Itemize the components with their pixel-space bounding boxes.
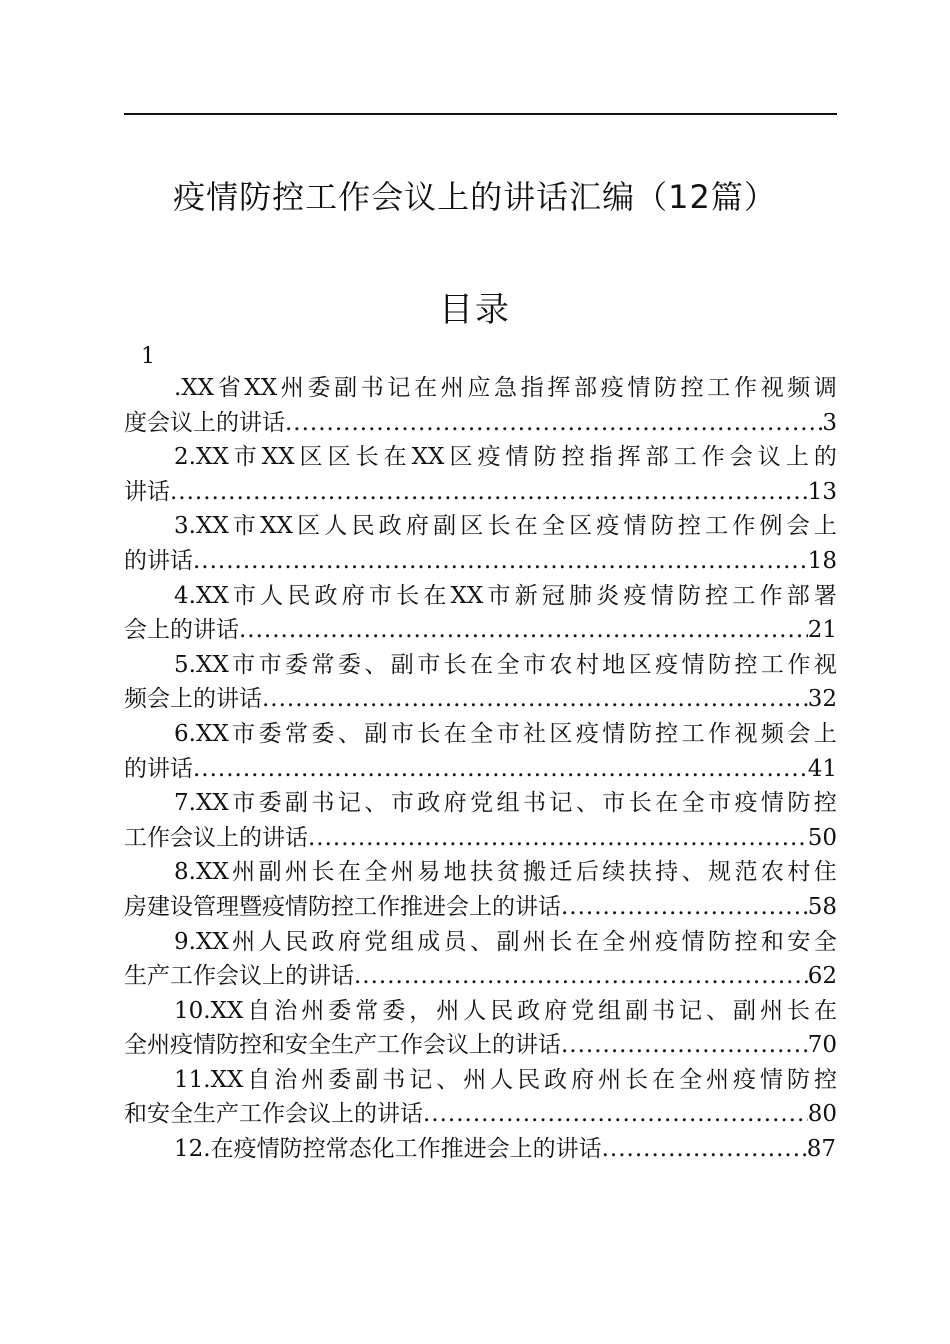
toc-entry-title-cont: 的讲话 [124, 547, 193, 574]
toc-entry[interactable] [124, 648, 837, 717]
toc-heading: 目录 [439, 290, 511, 330]
toc-entry-title-cont: 生产工作会议上的讲话 [124, 963, 354, 990]
toc-entry[interactable] [124, 371, 837, 440]
toc-entry[interactable] [124, 925, 837, 994]
dot-leader [308, 821, 808, 856]
toc-entry[interactable] [124, 579, 837, 648]
toc-entry-title-cont: 讲话 [124, 478, 170, 505]
toc-page-number: 32 [807, 686, 837, 713]
toc-entry-title-cont: 房建设管理暨疫情防控工作推进会上的讲话 [124, 893, 561, 920]
toc-entry-title: .XX 省 XX 州 委 副 书 记 在 州 应 急 指 挥 部 疫 情 防 控 工 作 视 频 调 [174, 375, 837, 401]
dot-leader [262, 682, 808, 717]
dot-leader [285, 406, 822, 441]
toc-entry-title-cont: 频会上的讲话 [124, 686, 262, 713]
header-rule [124, 113, 837, 115]
toc-entry[interactable] [124, 1063, 837, 1132]
toc-page-number: 70 [807, 1032, 837, 1059]
dot-leader [602, 1132, 807, 1167]
toc-entry-title-cont: 和安全生产工作会议上的讲话 [124, 1101, 423, 1128]
toc-entry-title-cont: 的讲话 [124, 755, 193, 782]
toc-page-number: 3 [822, 409, 837, 436]
toc-entry-title: 8.XX 州 副 州 长 在 全 州 易 地 扶 贫 搬 迁 后 续 扶 持 、 规 范 农 村 住 [174, 859, 837, 886]
dot-leader [170, 475, 808, 510]
document-title: 疫情防控工作会议上的讲话汇编（12篇） [173, 178, 777, 216]
dot-leader [193, 544, 808, 579]
dot-leader [561, 1028, 808, 1063]
toc-entry-title: 6.XX 市 委 常 委 、 副 市 长 在 全 市 社 区 疫 情 防 控 工 作 视 频 会 上 [174, 720, 837, 747]
toc-entry[interactable] [124, 994, 837, 1063]
toc-page-number: 62 [807, 963, 837, 990]
dot-leader [239, 613, 808, 648]
toc-entry-title-cont: 工作会议上的讲话 [124, 824, 308, 851]
toc-entry[interactable] [124, 855, 837, 924]
toc-entry-title: 4.XX 市 人 民 政 府 市 长 在 XX 市 新 冠 肺 炎 疫 情 防 控 工 作 部 署 [174, 582, 837, 609]
table-of-contents [124, 371, 837, 1167]
toc-entry-title: 10.XX 自 治 州 委 常 委 ， 州 人 民 政 府 党 组 副 书 记 、 副 州 长 在 [174, 997, 837, 1024]
toc-entry-title: 2.XX 市 XX 区 区 长 在 XX 区 疫 情 防 控 指 挥 部 工 作 会 议 上 的 [174, 444, 837, 471]
toc-entry[interactable] [124, 786, 837, 855]
toc-entry[interactable] [124, 440, 837, 509]
toc-entry-title-cont: 全州疫情防控和安全生产工作会议上的讲话 [124, 1032, 561, 1059]
toc-entry-title-cont: 会上的讲话 [124, 617, 239, 644]
dot-leader [423, 1097, 808, 1132]
toc-page-number: 87 [806, 1136, 836, 1163]
toc-page-number: 80 [807, 1101, 837, 1128]
dot-leader [354, 959, 808, 994]
toc-entry[interactable] [124, 509, 837, 578]
toc-lead-number: 1 [141, 344, 155, 369]
toc-page-number: 18 [807, 547, 837, 574]
toc-entry-title-cont: 度会议上的讲话 [124, 409, 285, 436]
toc-entry-title: 11.XX 自 治 州 委 副 书 记 、 州 人 民 政 府 州 长 在 全 州 疫 情 防 控 [174, 1066, 837, 1093]
toc-entry[interactable] [124, 1132, 837, 1167]
toc-entry[interactable] [124, 717, 837, 786]
toc-entry-title: 7.XX 市 委 副 书 记 、 市 政 府 党 组 书 记 、 市 长 在 全 市 疫 情 防 控 [174, 790, 837, 817]
toc-entry-title: 5.XX 市 市 委 常 委 、 副 市 长 在 全 市 农 村 地 区 疫 情 防 控 工 作 视 [174, 651, 837, 678]
dot-leader [561, 890, 808, 925]
toc-page-number: 13 [807, 478, 837, 505]
toc-page-number: 50 [807, 824, 837, 851]
toc-entry-title: 12.在疫情防控常态化工作推进会上的讲话 [174, 1136, 602, 1163]
toc-page-number: 41 [807, 755, 837, 782]
toc-entry-title: 3.XX 市 XX 区 人 民 政 府 副 区 长 在 全 区 疫 情 防 控 工 作 例 会 上 [174, 513, 837, 540]
dot-leader [193, 752, 808, 787]
toc-entry-title: 9.XX 州 人 民 政 府 党 组 成 员 、 副 州 长 在 全 州 疫 情 防 控 和 安 全 [174, 928, 837, 955]
toc-page-number: 21 [807, 617, 837, 644]
toc-page-number: 58 [807, 893, 837, 920]
